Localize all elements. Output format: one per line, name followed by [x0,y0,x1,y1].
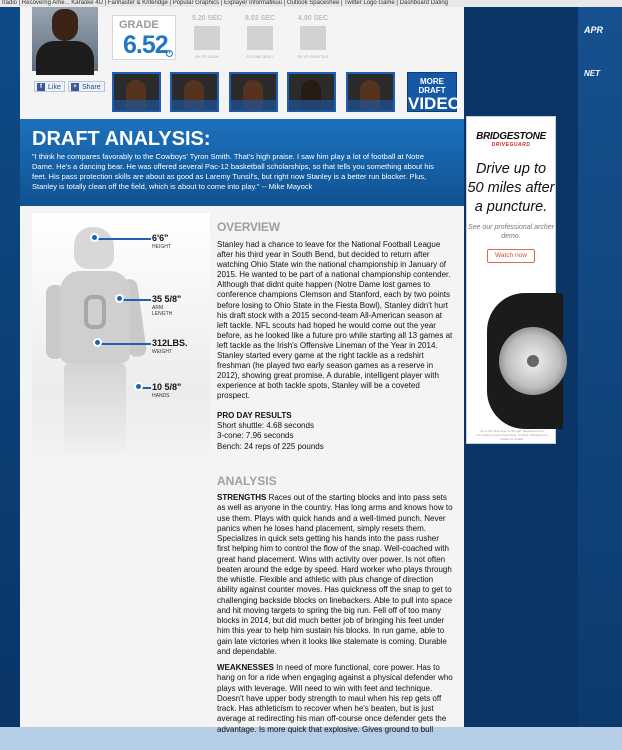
analysis-section [217,493,453,735]
measurement-height-value: 6'6" [152,233,169,243]
draft-analysis-quote: "I think he compares favorably to the Cowboys' Tyron Smith. That's high praise. I saw him play a lot of football at Notre Dame. He's a dancing bear. He was offered several Pac-12 basketball scholarships, so that tells you something about his feet. His pass protection skills are about as good as Laremy Tunsil's, but right now Stanley is a better run blocker. Plus, Stanley is totally clean off the field, which is about to come into play." -- Mike Mayock [32,152,434,191]
pro-day-shuttle: Short shuttle: 4.68 seconds [217,420,314,430]
jersey-number [84,295,106,329]
cone-runner-icon [247,26,273,50]
pro-day-bench: Bench: 24 reps of 225 pounds [217,441,324,451]
more-draft-video-button[interactable] [407,72,461,113]
measurement-arm-label: ARM LENGTH [152,305,173,317]
player-profile [20,7,464,734]
pro-day-3-cone: 3-cone: 7.96 seconds [217,431,294,440]
player-measurements-figure [32,213,210,469]
video-thumbnail[interactable] [229,72,278,112]
video-thumbnail[interactable] [112,72,161,112]
weaknesses-paragraph [217,663,453,735]
strengths-paragraph [217,493,453,657]
facebook-icon: f [37,83,45,91]
player-photo [32,7,98,71]
video-thumbnail[interactable] [287,72,336,112]
weight-marker [93,338,102,347]
sprinter-icon [194,26,220,50]
ad-sub-brand: DRIVEGUARD [491,142,531,148]
ad-watch-now-button[interactable]: Watch now [487,249,535,263]
strengths-label: STRENGTHS [217,493,267,502]
facebook-like-button[interactable] [34,81,65,92]
more-video-line2: VIDEO [408,94,461,113]
overview-title: OVERVIEW [217,220,280,234]
measurement-arm-value: 35 5/8" [152,294,182,304]
draft-analysis-title: DRAFT ANALYSIS: [32,128,211,150]
ad-headline: Drive up to 50 miles after a puncture. [467,161,555,215]
bookmarks-bar: Iradio | Recoverng Ame... Karaoke 4U | Fanhaster & Kriteridge | Popular Graphics | Explayer Informatikuu | Outlook Spaceshee | Twitter Logo Game | Dashboard Dating [0,0,622,7]
page-background-left [0,7,20,727]
overview-text: Stanley had a chance to leave for the National Football League after his third year in South Bend, but decided to return after watching Ohio State win the national championship in January of 2015. He wanted to be part of a national championship contender. Although that didnt quite happen (Notre Dame lost games to conference champions Clemson and Stanford, each by two points before losing to Ohio State in the Fiesta Bowl), Stanley didn't hurt his draft stock with a 2015 second-team All-American season at left tackle. NFL scouts had hoped he would come out the year before, as he looked like a future pro while starting all 13 games at left tackle as the Irish's Offensive Lineman of the Year in 2014. Stanley started every game at the right tackle as a redshirt freshman (he played two early season games as a reserve in 2012), showing great promise. A durable, intelligent player with experience at both tackle spots, Stanley will be a coveted prospect. [217,240,453,401]
weaknesses-text: In need of more functional, core power. Has to hang on for a ride when engaging against a physical defender who plays with leverage. Will need to win with feet and technique. Doesn't have upper body strength to maul when his rep gets off track. Has athleticism to recover when he's beaten, but is just average at redirecting his man off-course once defender gets the advantage. Is more quick that explosive. Gives ground to bull [217,663,453,734]
drill-20-yd-shuttle [295,15,331,59]
measurement-weight-label: WEIGHT [152,349,172,355]
share-button[interactable] [68,81,105,92]
height-marker [90,233,99,242]
arm-length-marker [115,294,124,303]
measurement-height-label: HEIGHT [152,244,171,250]
overview-section [217,220,453,452]
pro-day-title: PRO DAY RESULTS [217,410,292,420]
drill-40-yd-dash [189,15,225,59]
share-plus-icon: + [71,83,79,91]
drill-3-cone [242,15,278,59]
hands-marker [134,382,143,391]
grade-label: GRADE [119,19,159,31]
side-ad-right[interactable] [578,7,622,727]
side-ad-text-2: NET [584,69,600,78]
share-label: Share [82,84,101,91]
side-ad-text-1: APR [584,25,604,35]
grade-box [112,15,176,60]
ad-subtext: See our professional archer demo. [468,224,554,240]
weaknesses-label: WEAKNESSES [217,663,274,672]
measurement-hands-label: HANDS [152,393,170,399]
draft-analysis-banner [20,119,464,206]
drill-name: 3 CONE DRILL [246,54,274,59]
more-video-line1: MORE DRAFT [418,77,446,95]
measurement-weight-value: 312LBS. [152,338,188,348]
player-header [20,7,464,119]
drill-name: 20 YD SHUTTLE [297,54,329,59]
info-circle-icon[interactable]: ▾ [166,50,173,57]
grade-value: 6.52 [123,31,168,59]
analysis-title: ANALYSIS [217,474,277,488]
video-thumbnail[interactable] [170,72,219,112]
shuttle-runner-icon [300,26,326,50]
strengths-text: Races out of the starting blocks and into pass sets as well as anyone in the country. Has long arms and knows how to use them. Plays with quick hands and a well-timed punch. Never panics when he loses hand placement, simply resets them. Specializes in quick sets getting his hands into the pass rusher first helping him to control the flow of the snap. Well-coached with great hand placement. Wins with activity over power. Is not often beaten around the edge by speed. Hard worker who plays through the whistle. Flexible and athletic with plus change of direction ability against counter moves. Has quickness off the snap to get to challenging backside blocks on linebackers. Able to pull into space and hit moving targets to spring the big run. Fell off of too many blocks in 2014, but did much better job of bringing his feet under him this year to help him sustain his blocks. In run game, able to gain late victories when it looks like stalemate is coming. Durable and dependable. [217,493,453,656]
pro-day-results [217,411,453,453]
like-label: Like [48,84,61,91]
measurement-hands-value: 10 5/8" [152,382,182,392]
drill-name: 40 YD DASH [195,54,219,59]
ad-fine-print: Up to 50 miles at up to 50 mph. Replacement of irrevocably compromised tires. Contact a Bridgestone retailer for details. [476,429,548,441]
drill-time: 4.90 SEC [298,15,328,22]
ad-brand-logo: BRIDGESTONE [476,131,546,142]
video-thumbnail[interactable] [346,72,395,112]
drill-time: 8.03 SEC [245,15,275,22]
profile-body [20,206,464,734]
bridgestone-ad[interactable] [466,116,556,444]
drill-time: 5.20 SEC [192,15,222,22]
tire-image [487,293,563,429]
